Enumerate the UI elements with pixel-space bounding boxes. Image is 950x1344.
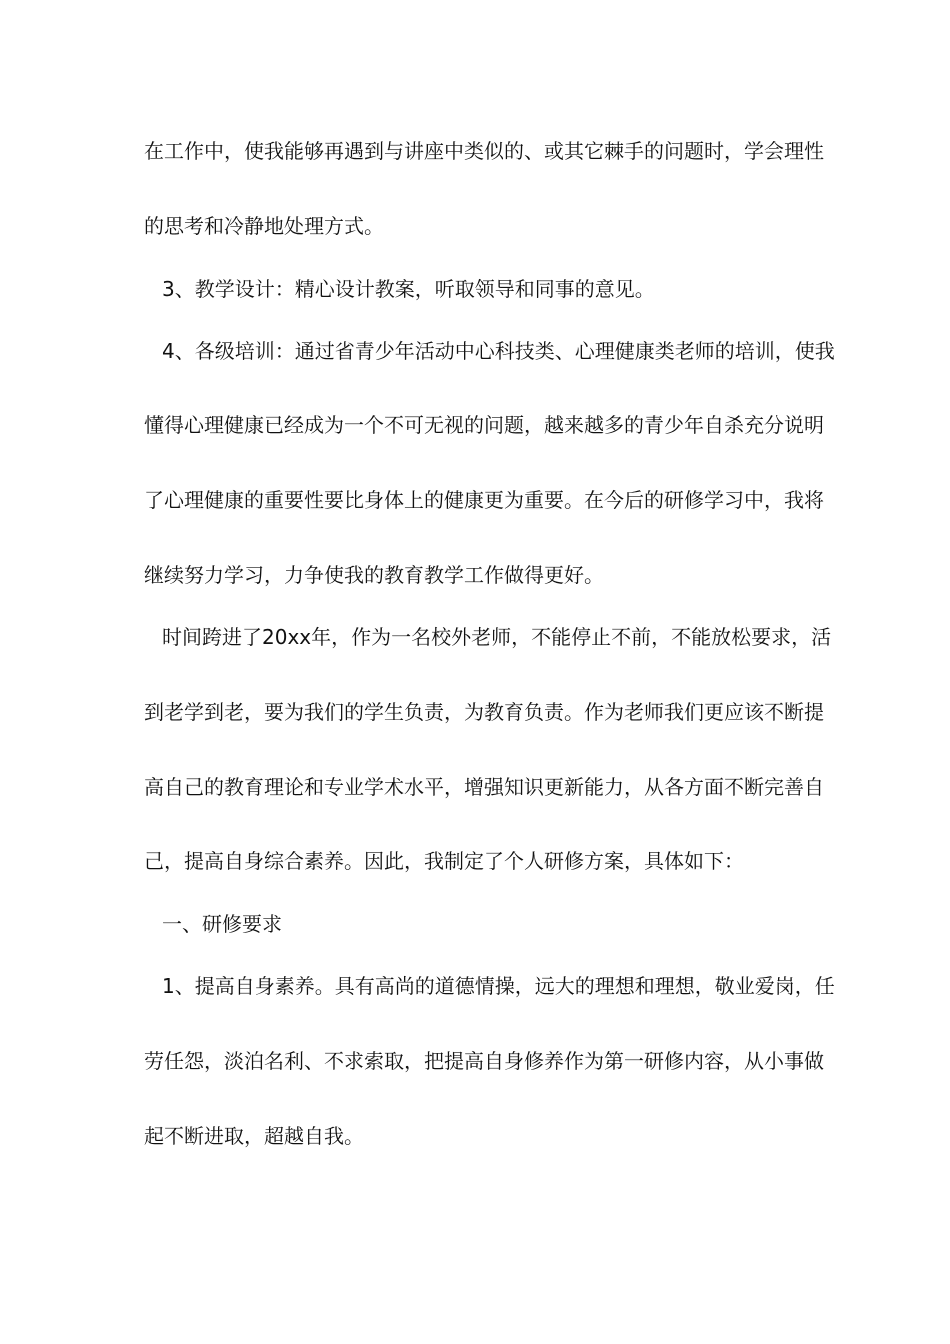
paragraph-line: 继续努力学习，力争使我的教育教学工作做得更好。 <box>144 563 604 587</box>
list-item-self-cultivation: 1、提高自身素养。具有高尚的道德情操，远大的理想和理想，敬业爱岗，任 <box>162 974 835 998</box>
paragraph-line: 时间跨进了20xx年，作为一名校外老师，不能停止不前，不能放松要求，活 <box>162 625 832 649</box>
paragraph-line: 起不断进取，超越自我。 <box>144 1124 364 1148</box>
list-item-teaching-design: 3、教学设计：精心设计教案，听取领导和同事的意见。 <box>162 277 655 301</box>
paragraph-line: 劳任怨，淡泊名利、不求索取，把提高自身修养作为第一研修内容，从小事做 <box>144 1049 824 1073</box>
paragraph-line: 己，提高自身综合素养。因此，我制定了个人研修方案，具体如下： <box>144 849 744 873</box>
section-heading: 一、研修要求 <box>162 912 282 936</box>
paragraph-line: 懂得心理健康已经成为一个不可无视的问题，越来越多的青少年自杀充分说明 <box>144 413 824 437</box>
paragraph-line: 的思考和冷静地处理方式。 <box>144 214 384 238</box>
list-item-training: 4、各级培训：通过省青少年活动中心科技类、心理健康类老师的培训，使我 <box>162 339 835 363</box>
paragraph-line: 高自己的教育理论和专业学术水平，增强知识更新能力，从各方面不断完善自 <box>144 775 824 799</box>
paragraph-line: 到老学到老，要为我们的学生负责，为教育负责。作为老师我们更应该不断提 <box>144 700 824 724</box>
paragraph-line: 了心理健康的重要性要比身体上的健康更为重要。在今后的研修学习中，我将 <box>144 488 824 512</box>
paragraph-line: 在工作中，使我能够再遇到与讲座中类似的、或其它棘手的问题时，学会理性 <box>144 139 824 163</box>
